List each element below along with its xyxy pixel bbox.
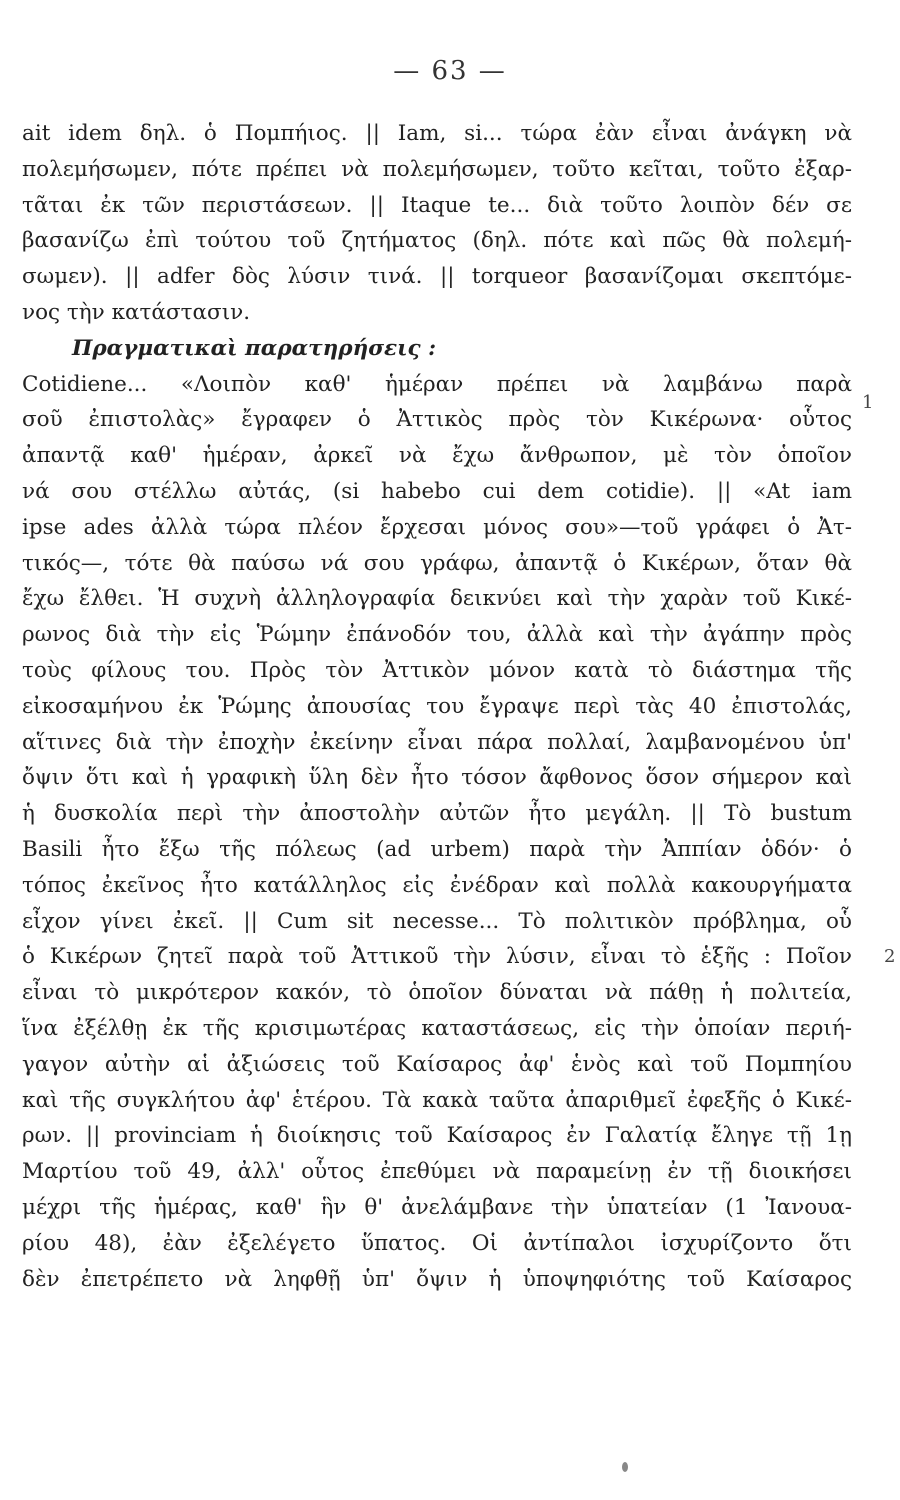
margin-note-marker: 1: [862, 392, 874, 413]
text-line: ρωνος διὰ τὴν εἰς Ῥώμην ἐπάνοδόν του, ἀλλὰ καὶ τὴν ἀγάπην πρὸς: [22, 622, 852, 648]
margin-note-marker: 2: [884, 946, 896, 967]
section-heading: Πραγματικαὶ παρατηρήσεις :: [72, 335, 437, 361]
text-line: δὲν ἐπετρέπετο νὰ ληφθῇ ὑπ' ὄψιν ἡ ὑποψηφιότης τοῦ Καίσαρος: [22, 1266, 852, 1292]
text-line: εἶχον γίνει ἐκεῖ. || Cum sit necesse... Τὸ πολιτικὸν πρόβλημα, οὗ: [22, 908, 852, 934]
text-line: ipse ades ἀλλὰ τώρα πλέον ἔρχεσαι μόνος σου»—τοῦ γράφει ὁ Ἀτ-: [22, 514, 852, 540]
text-line: ἡ δυσκολία περὶ τὴν ἀποστολὴν αὐτῶν ἦτο μεγάλη. || Τὸ bustum: [22, 801, 852, 827]
text-line: Basili ἦτο ἔξω τῆς πόλεως (ad urbem) παρὰ τὴν Ἀππίαν ὁδόν· ὁ: [22, 836, 852, 862]
text-line: Μαρτίου τοῦ 49, ἀλλ' οὗτος ἐπεθύμει νὰ παραμείνῃ ἐν τῇ διοικήσει: [22, 1159, 852, 1185]
text-line: ἀπαντᾷ καθ' ἡμέραν, ἀρκεῖ νὰ ἔχω ἄνθρωπον, μὲ τὸν ὁποῖον: [22, 443, 852, 469]
text-line: τᾶται ἐκ τῶν περιστάσεων. || Itaque te... διὰ τοῦτο λοιπὸν δέν σε: [22, 192, 852, 218]
text-line: νος τὴν κατάστασιν.: [22, 299, 251, 325]
text-line: ὄψιν ὅτι καὶ ἡ γραφικὴ ὕλη δὲν ἦτο τόσον ἄφθονος ὅσον σήμερον καὶ: [22, 765, 852, 791]
text-line: εἰκοσαμήνου ἐκ Ῥώμης ἀπουσίας του ἔγραψε περὶ τὰς 40 ἐπιστολάς,: [22, 693, 852, 719]
body-text: [22, 116, 852, 1297]
text-line: τικός—, τότε θὰ παύσω νά σου γράφω, ἀπαντᾷ ὁ Κικέρων, ὅταν θὰ: [22, 550, 852, 576]
text-line: τόπος ἐκεῖνος ἦτο κατάλληλος εἰς ἐνέδραν καὶ πολλὰ κακουργήματα: [22, 872, 852, 898]
text-line: σοῦ ἐπιστολὰς» ἔγραφεν ὁ Ἀττικὸς πρὸς τὸν Κικέρωνα· οὗτος: [22, 407, 852, 433]
text-line: μέχρι τῆς ἡμέρας, καθ' ἣν θ' ἀνελάμβανε τὴν ὑπατείαν (1 Ἰανουα-: [22, 1194, 852, 1220]
text-line: βασανίζω ἐπὶ τούτου τοῦ ζητήματος (δηλ. πότε καὶ πῶς θὰ πολεμή-: [22, 228, 852, 254]
text-line: γαγον αὐτὴν αἱ ἀξιώσεις τοῦ Καίσαρος ἀφ' ἑνὸς καὶ τοῦ Πομπηίου: [22, 1051, 852, 1077]
ink-speck: [622, 1462, 628, 1472]
text-line: ἵνα ἐξέλθῃ ἐκ τῆς κρισιμωτέρας καταστάσεως, εἰς τὴν ὁποίαν περιή-: [22, 1015, 852, 1041]
text-line: ρίου 48), ἐὰν ἐξελέγετο ὕπατος. Οἱ ἀντίπαλοι ἰσχυρίζοντο ὅτι: [22, 1230, 852, 1256]
text-line: πολεμήσωμεν, πότε πρέπει νὰ πολεμήσωμεν, τοῦτο κεῖται, τοῦτο ἐξαρ-: [22, 156, 852, 182]
text-line: τοὺς φίλους του. Πρὸς τὸν Ἀττικὸν μόνον κατὰ τὸ διάστημα τῆς: [22, 657, 852, 683]
text-line: σωμεν). || adfer δὸς λύσιν τινά. || torqueor βασανίζομαι σκεπτόμε-: [22, 264, 852, 290]
text-line: ὁ Κικέρων ζητεῖ παρὰ τοῦ Ἀττικοῦ τὴν λύσιν, εἶναι τὸ ἑξῆς : Ποῖον: [22, 944, 852, 970]
text-line: ρων. || provinciam ἡ διοίκησις τοῦ Καίσαρος ἐν Γαλατίᾳ ἔληγε τῇ 1ῃ: [22, 1123, 852, 1149]
text-line: αἵτινες διὰ τὴν ἐποχὴν ἐκείνην εἶναι πάρα πολλαί, λαμβανομένου ὑπ': [22, 729, 852, 755]
text-line: καὶ τῆς συγκλήτου ἀφ' ἑτέρου. Τὰ κακὰ ταῦτα ἀπαριθμεῖ ἐφεξῆς ὁ Κικέ-: [22, 1087, 852, 1113]
text-line: νά σου στέλλω αὐτάς, (si habebo cui dem cotidie). || «At iam: [22, 478, 852, 504]
text-line: ἔχω ἔλθει. Ἡ συχνὴ ἀλληλογραφία δεικνύει καὶ τὴν χαρὰν τοῦ Κικέ-: [22, 586, 852, 612]
text-line: ait idem δηλ. ὁ Πομπήιος. || Iam, si... τώρα ἐὰν εἶναι ἀνάγκη νὰ: [22, 121, 852, 146]
text-line: εἶναι τὸ μικρότερον κακόν, τὸ ὁποῖον δύναται νὰ πάθῃ ἡ πολιτεία,: [22, 980, 852, 1006]
text-line: Cotidiene... «Λοιπὸν καθ' ἡμέραν πρέπει νὰ λαμβάνω παρὰ: [22, 371, 852, 397]
page-number: — 63 —: [393, 56, 507, 86]
